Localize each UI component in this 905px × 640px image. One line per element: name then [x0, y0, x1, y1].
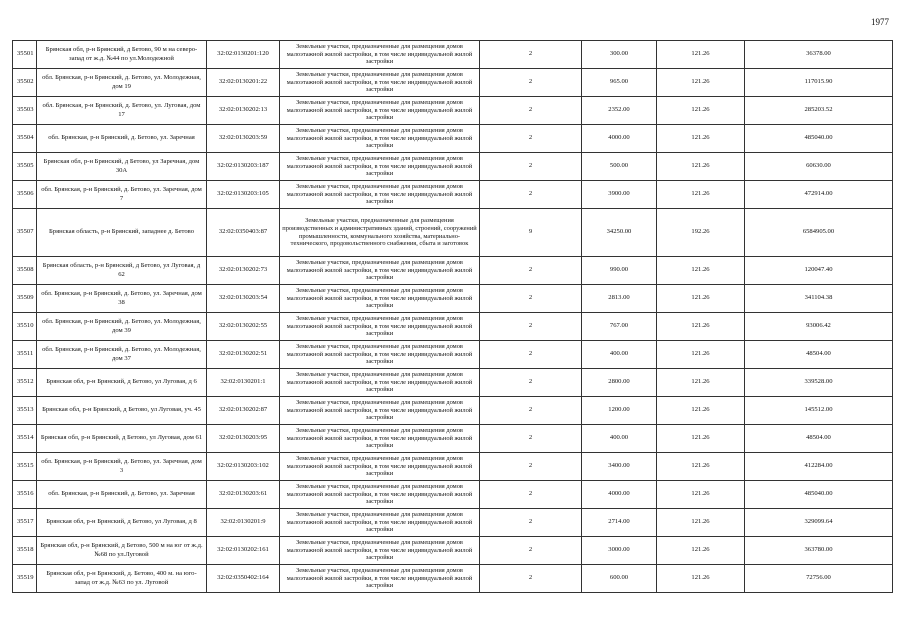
cadastral-value-cell: 329099.64 [745, 509, 893, 537]
land-use-cell: Земельные участки, предназначенные для размещения домов малоэтажной жилой застройки, в том числе индивидуальной жилой застройки [280, 313, 480, 341]
land-use-cell: Земельные участки, предназначенные для размещения домов малоэтажной жилой застройки, в том числе индивидуальной жилой застройки [280, 509, 480, 537]
table-row [13, 125, 893, 153]
cadastral-number-cell: 32:02:0130202:55 [207, 313, 280, 341]
cadastral-number-cell: 32:02:0130203:59 [207, 125, 280, 153]
cadastral-value-cell: 72756.00 [745, 565, 893, 593]
cadastral-value-cell: 36378.00 [745, 41, 893, 69]
cadastral-value-cell: 285203.52 [745, 97, 893, 125]
group-cell: 2 [480, 537, 582, 565]
cadastral-number-cell: 32:02:0130202:13 [207, 97, 280, 125]
cadastral-number-cell: 32:02:0130203:61 [207, 481, 280, 509]
address-cell: обл. Брянская, р-н Брянский, д. Бетово, ул. Молодежная, дом 37 [37, 341, 207, 369]
group-cell: 2 [480, 313, 582, 341]
rate-cell: 121.26 [657, 153, 745, 181]
row-id: 35501 [13, 41, 37, 69]
table-row [13, 369, 893, 397]
cadastral-value-cell: 472914.00 [745, 181, 893, 209]
land-use-cell: Земельные участки, предназначенные для размещения домов малоэтажной жилой застройки, в том числе индивидуальной жилой застройки [280, 153, 480, 181]
area-cell: 3000.00 [582, 537, 657, 565]
table-row [13, 257, 893, 285]
page-number: 1977 [871, 17, 889, 27]
rate-cell: 121.26 [657, 257, 745, 285]
area-cell: 2352.00 [582, 97, 657, 125]
land-use-cell: Земельные участки, предназначенные для размещения производственных и административных зданий, строений, сооружений промышленности, коммунального хозяйства, материально-технического, продовольственного снабжения, сбыта и заготовок [280, 209, 480, 257]
cadastral-value-cell: 341104.38 [745, 285, 893, 313]
rate-cell: 121.26 [657, 313, 745, 341]
area-cell: 2813.00 [582, 285, 657, 313]
row-id: 35514 [13, 425, 37, 453]
cadastral-number-cell: 32:02:0130203:54 [207, 285, 280, 313]
address-cell: Брянская обл, р-н Брянский, д Бетово, 500 м на юг от ж.д.№68 по ул.Луговой [37, 537, 207, 565]
address-cell: Брянская область, р-н Брянский, западнее д. Бетово [37, 209, 207, 257]
table-row [13, 509, 893, 537]
table-row [13, 313, 893, 341]
table-row [13, 181, 893, 209]
land-use-cell: Земельные участки, предназначенные для размещения домов малоэтажной жилой застройки, в том числе индивидуальной жилой застройки [280, 69, 480, 97]
area-cell: 300.00 [582, 41, 657, 69]
rate-cell: 121.26 [657, 481, 745, 509]
cadastral-number-cell: 32:02:0130203:102 [207, 453, 280, 481]
area-cell: 4000.00 [582, 481, 657, 509]
area-cell: 1200.00 [582, 397, 657, 425]
cadastral-number-cell: 32:02:0130203:105 [207, 181, 280, 209]
table-row [13, 397, 893, 425]
cadastral-number-cell: 32:02:0350402:164 [207, 565, 280, 593]
rate-cell: 121.26 [657, 425, 745, 453]
row-id: 35510 [13, 313, 37, 341]
table-row [13, 481, 893, 509]
group-cell: 2 [480, 153, 582, 181]
address-cell: Брянская обл, р-н Брянский, д Бетово, ул Заречная, дом 30А [37, 153, 207, 181]
address-cell: Брянская обл, р-н Брянский, д Бетово, ул Луговая, д 8 [37, 509, 207, 537]
address-cell: обл. Брянская, р-н Брянский, д. Бетово, ул. Молодежная, дом 19 [37, 69, 207, 97]
cadastral-value-cell: 485040.00 [745, 481, 893, 509]
table-row [13, 41, 893, 69]
land-use-cell: Земельные участки, предназначенные для размещения домов малоэтажной жилой застройки, в том числе индивидуальной жилой застройки [280, 397, 480, 425]
cadastral-number-cell: 32:02:0350403:87 [207, 209, 280, 257]
land-use-cell: Земельные участки, предназначенные для размещения домов малоэтажной жилой застройки, в том числе индивидуальной жилой застройки [280, 369, 480, 397]
address-cell: обл. Брянская, р-н Брянский, д. Бетово, ул. Заречная, дом 3 [37, 453, 207, 481]
rate-cell: 121.26 [657, 285, 745, 313]
land-use-cell: Земельные участки, предназначенные для размещения домов малоэтажной жилой застройки, в том числе индивидуальной жилой застройки [280, 481, 480, 509]
rate-cell: 192.26 [657, 209, 745, 257]
address-cell: обл. Брянская, р-н Брянский, д. Бетово, ул. Заречная [37, 125, 207, 153]
cadastral-number-cell: 32:02:0130203:187 [207, 153, 280, 181]
group-cell: 2 [480, 41, 582, 69]
group-cell: 2 [480, 257, 582, 285]
area-cell: 34250.00 [582, 209, 657, 257]
cadastral-value-cell: 339528.00 [745, 369, 893, 397]
table-row [13, 285, 893, 313]
cadastral-number-cell: 32:02:0130201:1 [207, 369, 280, 397]
land-use-cell: Земельные участки, предназначенные для размещения домов малоэтажной жилой застройки, в том числе индивидуальной жилой застройки [280, 285, 480, 313]
cadastral-value-cell: 412284.00 [745, 453, 893, 481]
cadastral-value-cell: 60630.00 [745, 153, 893, 181]
table-row [13, 425, 893, 453]
cadastral-number-cell: 32:02:0130201:9 [207, 509, 280, 537]
address-cell: обл. Брянская, р-н Брянский, д. Бетово, ул. Луговая, дом 17 [37, 97, 207, 125]
group-cell: 2 [480, 453, 582, 481]
rate-cell: 121.26 [657, 341, 745, 369]
area-cell: 2800.00 [582, 369, 657, 397]
group-cell: 2 [480, 125, 582, 153]
cadastral-value-cell: 48504.00 [745, 425, 893, 453]
land-use-cell: Земельные участки, предназначенные для размещения домов малоэтажной жилой застройки, в том числе индивидуальной жилой застройки [280, 97, 480, 125]
address-cell: Брянская обл, р-н Брянский, д Бетово, 90 м на северо-запад от ж.д. №44 по ул.Молодежной [37, 41, 207, 69]
land-use-cell: Земельные участки, предназначенные для размещения домов малоэтажной жилой застройки, в том числе индивидуальной жилой застройки [280, 453, 480, 481]
cadastral-value-cell: 6584905.00 [745, 209, 893, 257]
row-id: 35504 [13, 125, 37, 153]
cadastral-value-cell: 120047.40 [745, 257, 893, 285]
group-cell: 2 [480, 509, 582, 537]
row-id: 35516 [13, 481, 37, 509]
cadastral-value-cell: 485040.00 [745, 125, 893, 153]
area-cell: 767.00 [582, 313, 657, 341]
group-cell: 2 [480, 481, 582, 509]
land-use-cell: Земельные участки, предназначенные для размещения домов малоэтажной жилой застройки, в том числе индивидуальной жилой застройки [280, 341, 480, 369]
row-id: 35506 [13, 181, 37, 209]
cadastral-value-table [12, 40, 893, 593]
land-use-cell: Земельные участки, предназначенные для размещения домов малоэтажной жилой застройки, в том числе индивидуальной жилой застройки [280, 537, 480, 565]
row-id: 35509 [13, 285, 37, 313]
area-cell: 2714.00 [582, 509, 657, 537]
rate-cell: 121.26 [657, 537, 745, 565]
rate-cell: 121.26 [657, 565, 745, 593]
area-cell: 965.00 [582, 69, 657, 97]
cadastral-number-cell: 32:02:0130201:22 [207, 69, 280, 97]
row-id: 35518 [13, 537, 37, 565]
row-id: 35502 [13, 69, 37, 97]
address-cell: Брянская обл, р-н Брянский, д. Бетово, 400 м. на юго-запад от ж.д. №63 по ул. Луговой [37, 565, 207, 593]
rate-cell: 121.26 [657, 369, 745, 397]
area-cell: 500.00 [582, 153, 657, 181]
group-cell: 2 [480, 181, 582, 209]
area-cell: 3400.00 [582, 453, 657, 481]
cadastral-number-cell: 32:02:0130202:73 [207, 257, 280, 285]
table-row [13, 537, 893, 565]
rate-cell: 121.26 [657, 125, 745, 153]
group-cell: 2 [480, 97, 582, 125]
area-cell: 4000.00 [582, 125, 657, 153]
group-cell: 2 [480, 341, 582, 369]
land-use-cell: Земельные участки, предназначенные для размещения домов малоэтажной жилой застройки, в том числе индивидуальной жилой застройки [280, 565, 480, 593]
rate-cell: 121.26 [657, 41, 745, 69]
rate-cell: 121.26 [657, 397, 745, 425]
row-id: 35519 [13, 565, 37, 593]
cadastral-value-cell: 93006.42 [745, 313, 893, 341]
row-id: 35508 [13, 257, 37, 285]
area-cell: 400.00 [582, 425, 657, 453]
table-row [13, 453, 893, 481]
group-cell: 2 [480, 397, 582, 425]
rate-cell: 121.26 [657, 181, 745, 209]
row-id: 35507 [13, 209, 37, 257]
cadastral-value-cell: 363780.00 [745, 537, 893, 565]
group-cell: 2 [480, 565, 582, 593]
rate-cell: 121.26 [657, 453, 745, 481]
land-use-cell: Земельные участки, предназначенные для размещения домов малоэтажной жилой застройки, в том числе индивидуальной жилой застройки [280, 41, 480, 69]
land-use-cell: Земельные участки, предназначенные для размещения домов малоэтажной жилой застройки, в том числе индивидуальной жилой застройки [280, 257, 480, 285]
area-cell: 400.00 [582, 341, 657, 369]
address-cell: Брянская обл, р-н Брянский, д Бетово, ул Луговая, дом 61 [37, 425, 207, 453]
row-id: 35512 [13, 369, 37, 397]
table-row [13, 209, 893, 257]
address-cell: обл. Брянская, р-н Брянский, д. Бетово, ул. Заречная, дом 38 [37, 285, 207, 313]
row-id: 35517 [13, 509, 37, 537]
cadastral-number-cell: 32:02:0130201:120 [207, 41, 280, 69]
group-cell: 2 [480, 285, 582, 313]
land-use-cell: Земельные участки, предназначенные для размещения домов малоэтажной жилой застройки, в том числе индивидуальной жилой застройки [280, 125, 480, 153]
land-use-cell: Земельные участки, предназначенные для размещения домов малоэтажной жилой застройки, в том числе индивидуальной жилой застройки [280, 425, 480, 453]
table-row [13, 153, 893, 181]
group-cell: 9 [480, 209, 582, 257]
group-cell: 2 [480, 369, 582, 397]
area-cell: 3900.00 [582, 181, 657, 209]
rate-cell: 121.26 [657, 69, 745, 97]
cadastral-number-cell: 32:02:0130202:87 [207, 397, 280, 425]
address-cell: обл. Брянская, р-н Брянский, д. Бетово, ул. Заречная, дом 7 [37, 181, 207, 209]
address-cell: обл. Брянская, р-н Брянский, д. Бетово, ул. Молодежная, дом 39 [37, 313, 207, 341]
row-id: 35511 [13, 341, 37, 369]
cadastral-number-cell: 32:02:0130203:95 [207, 425, 280, 453]
rate-cell: 121.26 [657, 97, 745, 125]
area-cell: 600.00 [582, 565, 657, 593]
table-row [13, 97, 893, 125]
address-cell: Брянская область, р-н Брянский, д Бетово, ул Луговая, д 62 [37, 257, 207, 285]
table-row [13, 565, 893, 593]
address-cell: Брянская обл, р-н Брянский, д Бетово, ул Луговая, уч. 45 [37, 397, 207, 425]
rate-cell: 121.26 [657, 509, 745, 537]
row-id: 35505 [13, 153, 37, 181]
address-cell: Брянская обл, р-н Брянский, д Бетово, ул Луговая, д 6 [37, 369, 207, 397]
group-cell: 2 [480, 69, 582, 97]
group-cell: 2 [480, 425, 582, 453]
row-id: 35515 [13, 453, 37, 481]
row-id: 35503 [13, 97, 37, 125]
cadastral-number-cell: 32:02:0130202:51 [207, 341, 280, 369]
table-row [13, 341, 893, 369]
row-id: 35513 [13, 397, 37, 425]
cadastral-value-cell: 145512.00 [745, 397, 893, 425]
address-cell: обл. Брянская, р-н Брянский, д. Бетово, ул. Заречная [37, 481, 207, 509]
cadastral-value-cell: 117015.90 [745, 69, 893, 97]
cadastral-number-cell: 32:02:0130202:161 [207, 537, 280, 565]
table-row [13, 69, 893, 97]
area-cell: 990.00 [582, 257, 657, 285]
cadastral-value-cell: 48504.00 [745, 341, 893, 369]
land-use-cell: Земельные участки, предназначенные для размещения домов малоэтажной жилой застройки, в том числе индивидуальной жилой застройки [280, 181, 480, 209]
